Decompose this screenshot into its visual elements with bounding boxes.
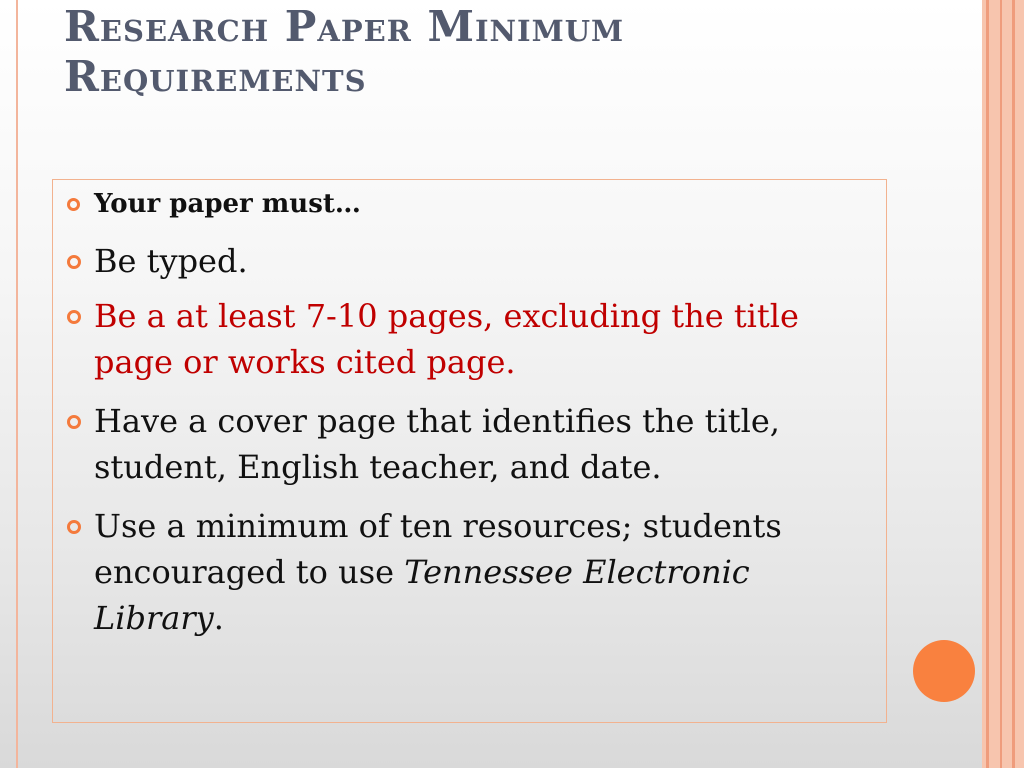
bullet-text: [94, 184, 876, 224]
bullet-text: [94, 398, 876, 490]
bullet-text-part: Be typed.: [94, 242, 248, 280]
slide-title: Research Paper Minimum Requirements: [64, 2, 625, 101]
bullet-text-part: Your paper must…: [94, 189, 361, 219]
bullet-text: [94, 293, 876, 385]
bullet-item: [67, 503, 876, 641]
left-rule: [16, 0, 18, 768]
decorative-circle: [913, 640, 975, 702]
content-box: [52, 179, 887, 723]
bullet-text: [94, 238, 876, 284]
bullet-text-part: Use a minimum of ten resources; students encouraged to use: [94, 507, 782, 591]
bullet-text-part: Be a at least 7-10 pages, excluding the title page or works cited page.: [94, 297, 799, 381]
bullet-item: [67, 398, 876, 490]
bullet-item: [67, 293, 876, 385]
bullet-marker-icon: [67, 255, 81, 269]
right-decor-line: [986, 0, 989, 768]
bullet-marker-icon: [67, 198, 80, 211]
bullet-marker-icon: [67, 310, 81, 324]
bullet-text-part-italic: Tennessee Electronic Library: [94, 553, 750, 637]
bullet-item: [67, 238, 876, 284]
bullet-text: [94, 503, 876, 641]
bullet-marker-icon: [67, 415, 81, 429]
bullet-text-part: Have a cover page that identifies the title, student, English teacher, and date.: [94, 402, 780, 486]
bullet-marker-icon: [67, 520, 81, 534]
right-decor-line: [1012, 0, 1015, 768]
bullet-text-part: .: [213, 599, 224, 637]
right-decor-line: [1000, 0, 1002, 768]
bullet-item: [67, 184, 876, 224]
